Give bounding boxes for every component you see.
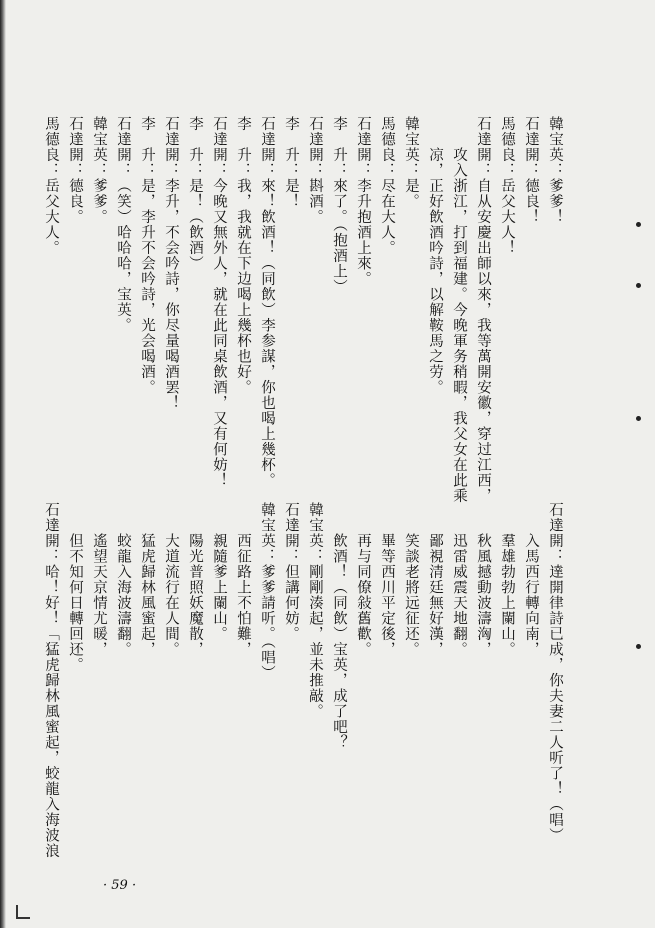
play-dialogue-top <box>39 116 567 504</box>
script-line: 陽光普照妖魔散， <box>187 502 203 657</box>
ink-speck <box>636 416 641 421</box>
script-line: 李 升：是！ <box>283 116 299 209</box>
script-line: 凉，正好飲酒吟詩，以解鞍馬之劳。 <box>427 116 443 395</box>
script-line: 石達開：但講何妨。 <box>283 502 299 642</box>
script-line: 遙望天京情尤暖， <box>91 502 107 657</box>
script-line: 馬德良：岳父大人！ <box>499 116 515 256</box>
script-line: 李 升：來了。（抱酒上） <box>331 116 347 295</box>
script-line: 石達開：李升，不会吟詩，你尽量喝酒罢！ <box>163 116 179 411</box>
script-line: 韓宝英：爹爹！ <box>547 116 563 225</box>
script-line: 韓宝英：爹爹請听。（唱） <box>259 502 275 681</box>
script-line: 石達開：來！飲酒！（同飲）李参謀，你也喝上幾杯。 <box>259 116 275 488</box>
script-line: 再与同僚敍舊歡。 <box>355 502 371 657</box>
script-line: 迅雷威震天地翻。 <box>451 502 467 657</box>
page-corner-mark <box>16 905 30 919</box>
script-line: 韓宝英：爹爹。 <box>91 116 107 225</box>
script-line: 鄙視清廷無好漢， <box>427 502 443 657</box>
script-line: 馬德良：岳父大人。 <box>43 116 59 256</box>
script-line: 石達開：李升抱酒上來。 <box>355 116 371 287</box>
script-line: 但不知何日轉回还。 <box>67 502 83 673</box>
script-line: 韓宝英：是。 <box>403 116 419 209</box>
script-line: 飲酒！（同飲）宝英，成了吧？ <box>331 502 347 750</box>
script-line: 李 升：是！（飲酒） <box>187 116 203 271</box>
script-line: 石達開：德良！ <box>523 116 539 225</box>
script-line: 猛虎歸林風蜜起， <box>139 502 155 657</box>
script-line: 蛟龍入海波濤翻。 <box>115 502 131 657</box>
script-line: 攻入浙江，打到福建。今晚軍务稍暇，我父女在此乘 <box>451 116 467 504</box>
script-line: 石達開：德良。 <box>67 116 83 225</box>
page-number: · 59 · <box>103 878 137 893</box>
ink-speck <box>636 222 641 227</box>
script-line: 畢等西川平定後， <box>379 502 395 657</box>
ink-speck <box>636 644 641 649</box>
script-line: 李 升：是，李升不会吟詩，光会喝酒。 <box>139 116 155 395</box>
script-line: 石達開：哈！好！「猛虎歸林風蜜起，蛟龍入海波浪 <box>43 502 59 859</box>
script-line: 石達開：今晚又無外人，就在此同桌飲酒，又有何妨！ <box>211 116 227 488</box>
ink-speck <box>636 283 641 288</box>
script-line: 韓宝英：剛剛湊起，並未推敲。 <box>307 502 323 719</box>
script-line: 入馬西行轉向南， <box>523 502 539 657</box>
play-dialogue-bottom <box>39 502 567 874</box>
script-line: 羣雄勃勃上闌山。 <box>499 502 515 657</box>
page-edge-shadow <box>0 0 6 928</box>
script-line: 西征路上不怕難， <box>235 502 251 657</box>
script-line: 笑談老將远征还。 <box>403 502 419 657</box>
script-line: 親隨爹上闌山。 <box>211 502 227 642</box>
script-line: 石達開：自从安慶出師以來，我等萬開安徽，穿过江西， <box>475 116 491 504</box>
script-line: 石達開：斟酒。 <box>307 116 323 225</box>
script-line: 李 升：我，我就在下边喝上幾杯也好。 <box>235 116 251 395</box>
script-line: 秋風撼動波濤洶， <box>475 502 491 657</box>
script-line: 石達開：達開律詩已成，你夫妻二人听了！（唱） <box>547 502 563 843</box>
script-line: 馬德良：尽在大人。 <box>379 116 395 256</box>
script-line: 石達開：（笑）哈哈哈，宝英。 <box>115 116 131 333</box>
script-line: 大道流行在人間。 <box>163 502 179 657</box>
